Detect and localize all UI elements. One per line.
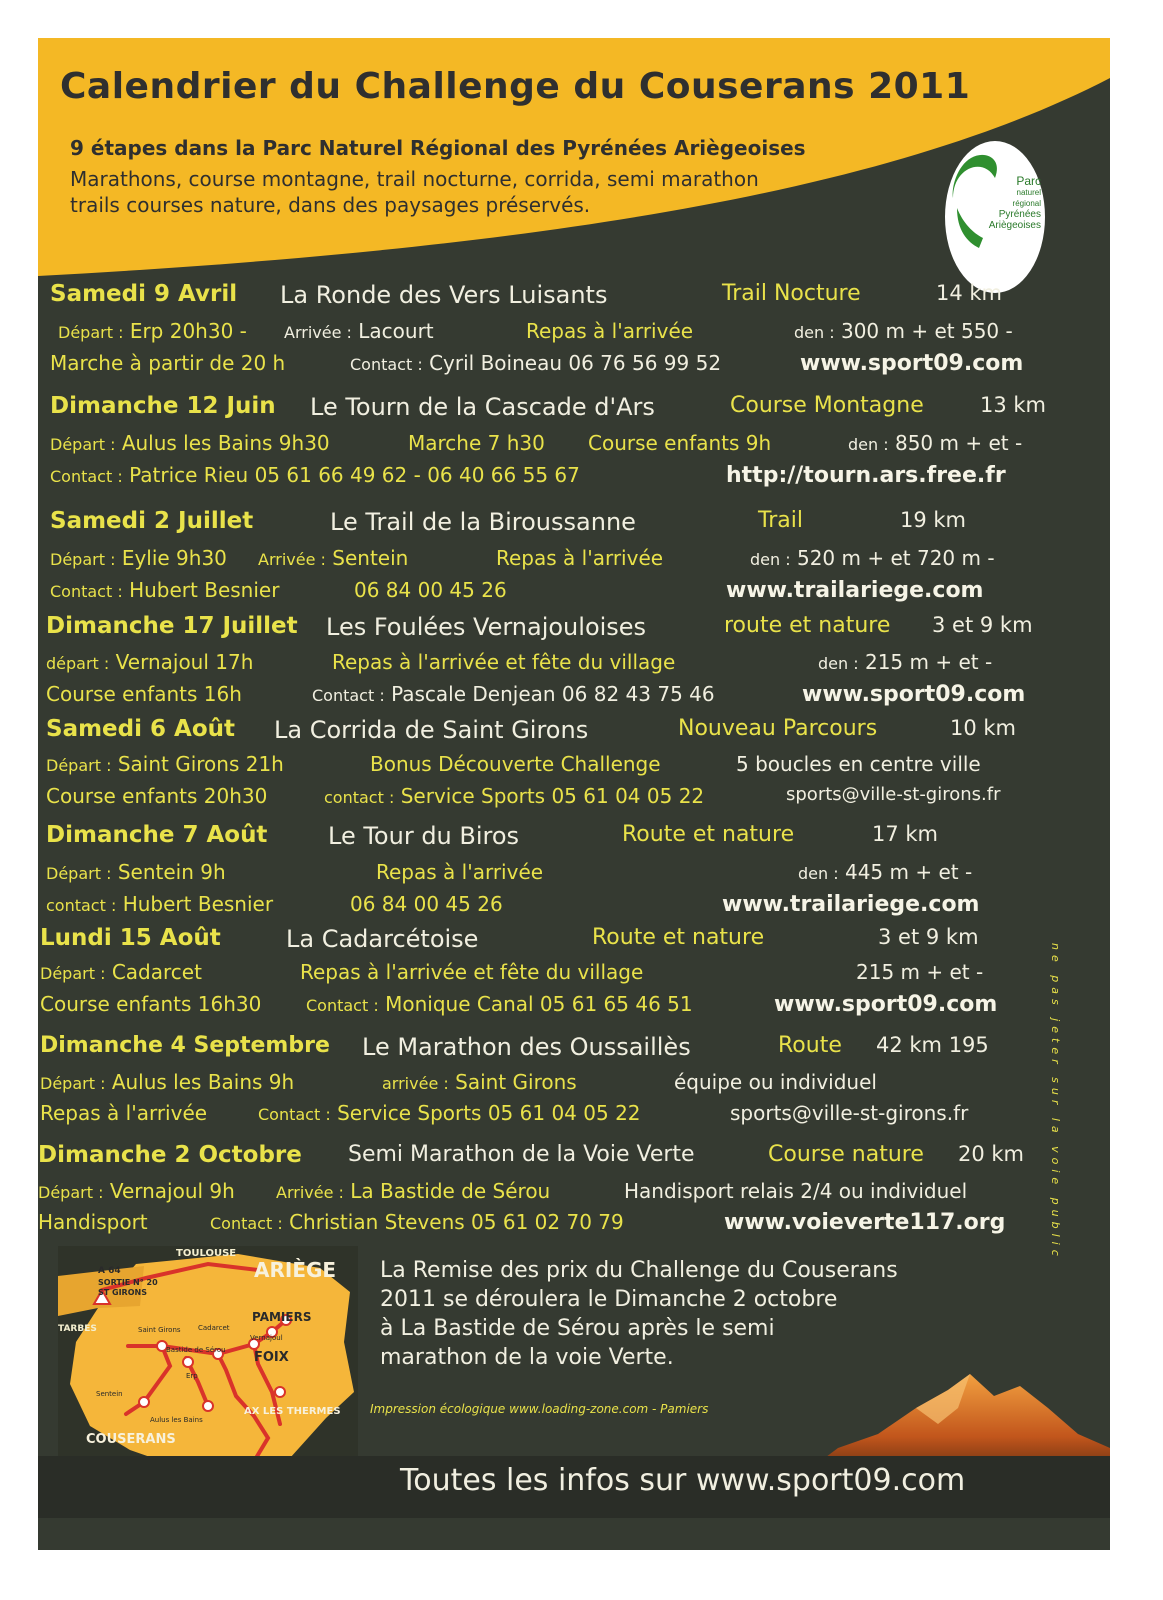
event-distance: 17 km bbox=[872, 822, 939, 846]
event-distance: 20 km bbox=[958, 1142, 1025, 1166]
event-type: Trail Nocture bbox=[722, 281, 861, 306]
event-distance: 19 km bbox=[900, 508, 967, 532]
event-distance: 13 km bbox=[980, 393, 1047, 417]
description-line-1: Marathons, course montagne, trail nocturne, corrida, semi marathon bbox=[70, 167, 759, 191]
map-label-saint-girons: Saint Girons bbox=[138, 1326, 181, 1334]
map-label-erp: Erp bbox=[186, 1372, 198, 1380]
event-type: Trail bbox=[758, 508, 803, 533]
event-distance: 10 km bbox=[950, 716, 1017, 740]
event-title: La Ronde des Vers Luisants bbox=[280, 281, 608, 309]
map-label-exit-stgirons: ST GIRONS bbox=[98, 1288, 147, 1297]
event-note: Bonus Découverte Challenge bbox=[370, 752, 661, 776]
depart-value: Cadarcet bbox=[111, 960, 202, 984]
park-logo-line: régional bbox=[1012, 199, 1041, 208]
event-date: Dimanche 17 Juillet bbox=[46, 613, 298, 639]
contact-value: Patrice Rieu 05 61 66 49 62 - 06 40 66 55 67 bbox=[129, 463, 580, 487]
event-date: Samedi 9 Avril bbox=[50, 281, 238, 307]
arrivee-value: Sentein bbox=[332, 546, 409, 570]
prize-line: marathon de la voie Verte. bbox=[380, 1345, 674, 1370]
contact-value: Cyril Boineau 06 76 56 99 52 bbox=[429, 351, 722, 375]
elevation-value: 445 m + et - bbox=[844, 860, 973, 884]
event-date: Dimanche 12 Juin bbox=[50, 393, 276, 419]
event-detail: équipe ou individuel bbox=[674, 1070, 877, 1094]
event-title: Le Trail de la Biroussanne bbox=[330, 508, 636, 536]
map-label-ax: AX LES THERMES bbox=[244, 1406, 341, 1417]
contact-value: Service Sports 05 61 04 05 22 bbox=[337, 1101, 641, 1125]
event-title: Le Marathon des Oussaillès bbox=[362, 1033, 691, 1061]
park-logo bbox=[943, 138, 1047, 296]
contact-label: contact : bbox=[46, 896, 117, 915]
park-logo-line: Pyrénées bbox=[998, 209, 1041, 220]
event-distance: 3 et 9 km bbox=[932, 613, 1033, 637]
event-title: La Corrida de Saint Girons bbox=[274, 716, 589, 744]
page-description bbox=[70, 166, 759, 218]
contact-label: Contact : bbox=[350, 355, 423, 374]
page-title: Calendrier du Challenge du Couserans 2011 bbox=[60, 66, 971, 107]
depart-value: Eylie 9h30 bbox=[121, 546, 227, 570]
description-line-2: trails courses nature, dans des paysages préservés. bbox=[70, 193, 591, 217]
contact-label: Contact : bbox=[210, 1214, 283, 1233]
depart-value: Aulus les Bains 9h bbox=[111, 1070, 295, 1094]
contact-value: Hubert Besnier bbox=[122, 892, 274, 916]
depart-label: Départ : bbox=[50, 435, 116, 454]
event-type: Route et nature bbox=[622, 822, 795, 847]
event-detail: Handisport relais 2/4 ou individuel bbox=[624, 1179, 968, 1203]
elevation-value: 215 m + et - bbox=[856, 960, 984, 984]
arrivee-value: Lacourt bbox=[358, 319, 434, 343]
contact-phone: 06 84 00 45 26 bbox=[350, 892, 503, 916]
map-label-sortie: SORTIE N° 20 bbox=[98, 1278, 158, 1287]
event-link[interactable]: www.sport09.com bbox=[800, 351, 1024, 376]
map-label-foix: FOIX bbox=[254, 1350, 289, 1365]
depart-label: Départ : bbox=[46, 756, 112, 775]
event-link[interactable]: www.sport09.com bbox=[774, 992, 998, 1017]
map-label-pamiers: PAMIERS bbox=[252, 1310, 312, 1324]
event-extra: Marche à partir de 20 h bbox=[50, 351, 286, 375]
event-note: Repas à l'arrivée bbox=[526, 319, 694, 343]
event-note: Repas à l'arrivée bbox=[496, 546, 664, 570]
depart-value: Erp 20h30 - bbox=[129, 319, 247, 343]
map-label-couserans: COUSERANS bbox=[86, 1432, 176, 1447]
park-logo-line: Parc bbox=[1016, 174, 1041, 188]
contact-value: Pascale Denjean 06 82 43 75 46 bbox=[391, 682, 715, 706]
map-label-bastide: Bastide de Sérou bbox=[166, 1346, 226, 1354]
contact-phone: 06 84 00 45 26 bbox=[354, 578, 507, 602]
event-distance: 3 et 9 km bbox=[878, 925, 979, 949]
event-extra: Course enfants 16h bbox=[46, 682, 242, 706]
event-link[interactable]: www.sport09.com bbox=[802, 682, 1026, 707]
page-subtitle: 9 étapes dans la Parc Naturel Régional des Pyrénées Ariègeoises bbox=[70, 136, 806, 160]
elevation-label: den : bbox=[794, 323, 835, 342]
event-note: Marche 7 h30 bbox=[408, 431, 545, 455]
event-note: Repas à l'arrivée et fête du village bbox=[332, 650, 676, 674]
elevation-label: den : bbox=[798, 864, 839, 883]
depart-value: Saint Girons 21h bbox=[117, 752, 284, 776]
event-distance: 42 km 195 bbox=[876, 1033, 989, 1057]
footer-info: Toutes les infos sur www.sport09.com bbox=[400, 1463, 966, 1498]
elevation-label: den : bbox=[750, 550, 791, 569]
park-logo-text bbox=[987, 176, 1041, 231]
contact-label: Contact : bbox=[258, 1105, 331, 1124]
event-type: Route et nature bbox=[592, 925, 765, 950]
event-title: Le Tour du Biros bbox=[328, 822, 520, 850]
event-link[interactable]: http://tourn.ars.free.fr bbox=[726, 463, 1006, 488]
arrivee-label: Arrivée : bbox=[258, 550, 326, 569]
depart-value: Vernajoul 9h bbox=[109, 1179, 235, 1203]
map-label-tarbes: TARBES bbox=[58, 1324, 97, 1334]
contact-value: Christian Stevens 05 61 02 70 79 bbox=[289, 1210, 624, 1234]
depart-label: départ : bbox=[46, 654, 110, 673]
elevation-value: 520 m + et 720 m - bbox=[796, 546, 995, 570]
map-label-aulus: Aulus les Bains bbox=[150, 1416, 203, 1424]
event-title: La Cadarcétoise bbox=[286, 925, 479, 953]
elevation-value: 850 m + et - bbox=[894, 431, 1023, 455]
contact-label: Contact : bbox=[50, 582, 123, 601]
depart-label: Départ : bbox=[58, 323, 124, 342]
contact-value: Monique Canal 05 61 65 46 51 bbox=[385, 992, 693, 1016]
event-title: Le Tourn de la Cascade d'Ars bbox=[310, 393, 655, 421]
event-type: route et nature bbox=[724, 613, 891, 638]
contact-value: Service Sports 05 61 04 05 22 bbox=[400, 784, 705, 808]
arrivee-value: La Bastide de Sérou bbox=[350, 1179, 551, 1203]
event-email[interactable]: sports@ville-st-girons.fr bbox=[786, 784, 1001, 805]
prize-line: 2011 se déroulera le Dimanche 2 octobre bbox=[380, 1287, 838, 1312]
depart-label: Départ : bbox=[40, 964, 106, 983]
elevation-label: den : bbox=[848, 435, 889, 454]
event-date: Dimanche 2 Octobre bbox=[38, 1142, 302, 1168]
contact-label: Contact : bbox=[306, 996, 379, 1015]
event-note: Course enfants 9h bbox=[588, 431, 772, 455]
arrivee-label: arrivée : bbox=[382, 1074, 449, 1093]
event-distance: 14 km bbox=[936, 281, 1003, 305]
contact-value: Hubert Besnier bbox=[129, 578, 280, 602]
side-note: ne pas jeter sur la voie public bbox=[1049, 943, 1062, 1261]
depart-label: Départ : bbox=[40, 1074, 106, 1093]
event-extra: Repas à l'arrivée bbox=[40, 1101, 208, 1125]
event-type: Nouveau Parcours bbox=[678, 716, 878, 741]
elevation-value: 215 m + et - bbox=[864, 650, 993, 674]
printing-credit: Impression écologique www.loading-zone.com - Pamiers bbox=[370, 1402, 709, 1416]
event-date: Dimanche 7 Août bbox=[46, 822, 268, 848]
depart-value: Vernajoul 17h bbox=[115, 650, 254, 674]
depart-value: Sentein 9h bbox=[117, 860, 226, 884]
poster bbox=[38, 38, 1110, 1550]
event-extra: Handisport bbox=[38, 1210, 148, 1234]
event-date: Samedi 2 Juillet bbox=[50, 508, 254, 534]
event-date: Dimanche 4 Septembre bbox=[40, 1033, 330, 1058]
park-logo-line: Ariègeoises bbox=[988, 220, 1041, 231]
depart-label: Départ : bbox=[46, 864, 112, 883]
elevation-value: 300 m + et 550 - bbox=[840, 319, 1013, 343]
event-type: Route bbox=[778, 1033, 842, 1058]
depart-label: Départ : bbox=[38, 1183, 104, 1202]
map-label-a64: A 64 bbox=[98, 1266, 121, 1276]
event-link[interactable]: www.trailariege.com bbox=[722, 892, 980, 917]
map-label-cadarcet: Cadarcet bbox=[198, 1324, 230, 1332]
map-label-ariege: ARIÈGE bbox=[254, 1258, 337, 1282]
event-note: Repas à l'arrivée bbox=[376, 860, 544, 884]
event-link[interactable]: www.voieverte117.org bbox=[724, 1210, 1006, 1235]
map-label-sentein: Sentein bbox=[96, 1390, 123, 1398]
contact-label: Contact : bbox=[50, 467, 123, 486]
arrivee-label: Arrivée : bbox=[284, 323, 352, 342]
event-date: Lundi 15 Août bbox=[40, 925, 221, 951]
event-extra: Course enfants 20h30 bbox=[46, 784, 268, 808]
event-note: Repas à l'arrivée et fête du village bbox=[300, 960, 644, 984]
event-date: Samedi 6 Août bbox=[46, 716, 235, 742]
event-email[interactable]: sports@ville-st-girons.fr bbox=[730, 1101, 969, 1125]
arrivee-label: Arrivée : bbox=[276, 1183, 344, 1202]
arrivee-value: Saint Girons bbox=[455, 1070, 577, 1094]
map-label-toulouse: TOULOUSE bbox=[176, 1248, 237, 1259]
event-type: Course Montagne bbox=[730, 393, 924, 418]
depart-label: Départ : bbox=[50, 550, 116, 569]
event-type: Course nature bbox=[768, 1142, 924, 1167]
park-logo-line: naturel bbox=[1016, 188, 1041, 197]
event-title: Les Foulées Vernajouloises bbox=[326, 613, 647, 641]
depart-value: Aulus les Bains 9h30 bbox=[121, 431, 330, 455]
map-label-vernajoul: Vernajoul bbox=[250, 1334, 283, 1342]
event-detail: 5 boucles en centre ville bbox=[736, 752, 981, 776]
event-extra: Course enfants 16h30 bbox=[40, 992, 262, 1016]
event-title: Semi Marathon de la Voie Verte bbox=[348, 1142, 695, 1167]
contact-label: contact : bbox=[324, 788, 395, 807]
elevation-label: den : bbox=[818, 654, 859, 673]
region-map bbox=[58, 1246, 358, 1486]
prize-line: à La Bastide de Sérou après le semi bbox=[380, 1316, 775, 1341]
event-link[interactable]: www.trailariege.com bbox=[726, 578, 984, 603]
prize-line: La Remise des prix du Challenge du Couserans bbox=[380, 1258, 898, 1283]
contact-label: Contact : bbox=[312, 686, 385, 705]
